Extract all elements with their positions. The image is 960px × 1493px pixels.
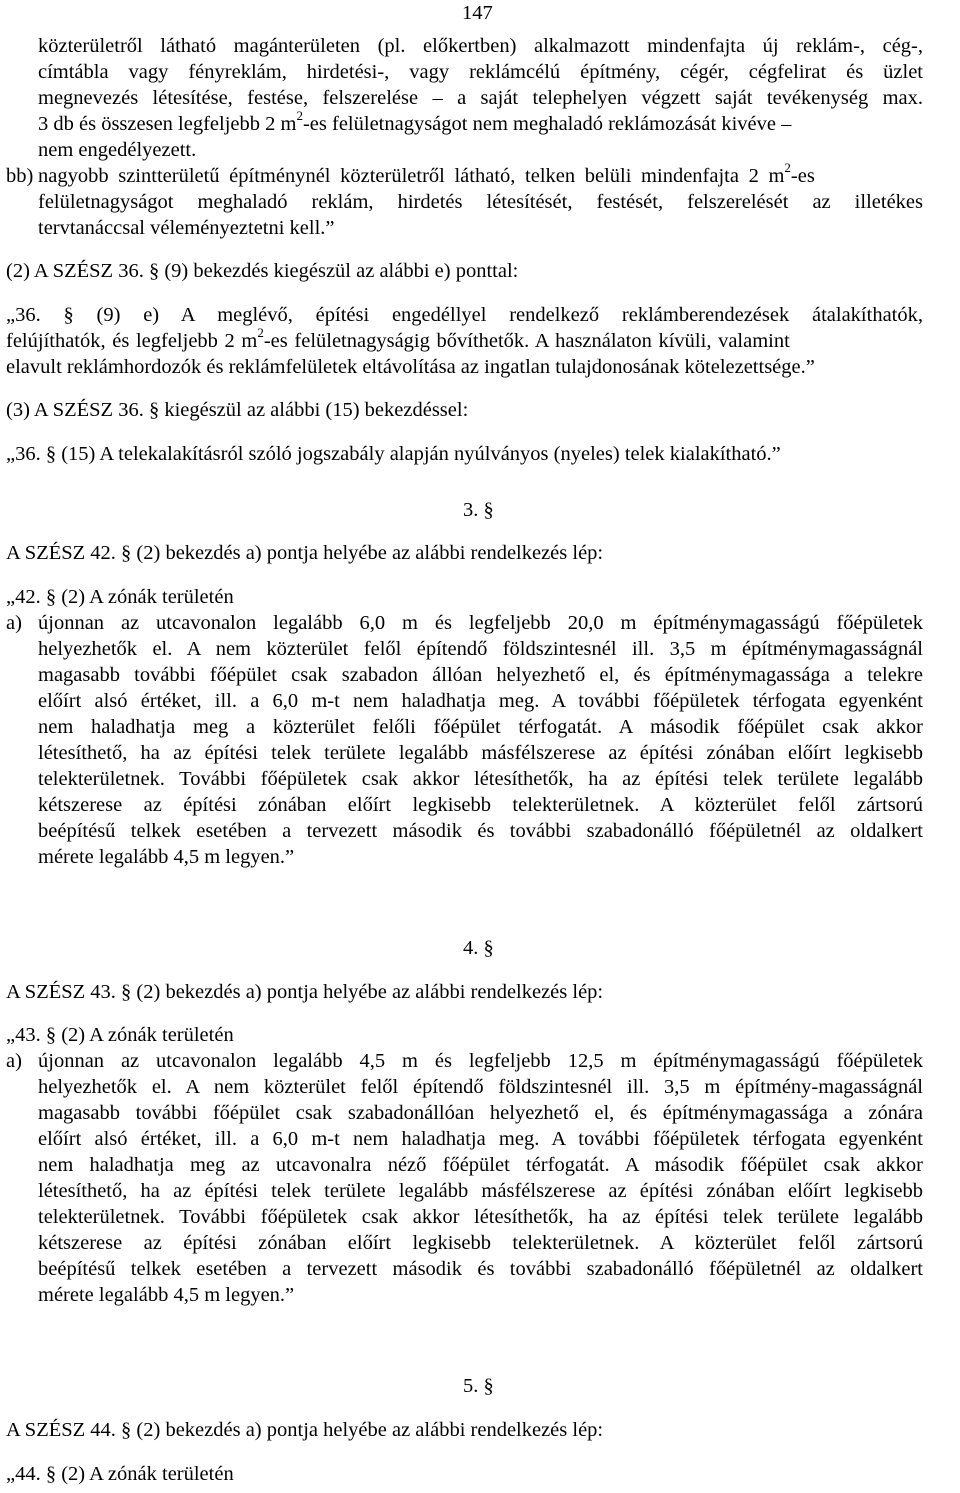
superscript: 2 xyxy=(257,325,264,341)
text-fragment: nagyobb szintterületű építménynél közterületről látható, telken belüli mindenfajta 2 m xyxy=(38,165,785,187)
text-line: helyezhetők el. A nem közterület felől építendő földszintesnél ill. 3,5 m építménymagasságnál xyxy=(38,638,923,660)
superscript: 2 xyxy=(784,160,791,176)
text-line: megnevezés létesítése, festése, felszerelése – a saját telephelyen végzett saját tevékenység max. xyxy=(38,87,923,109)
text-line: „36. § (9) e) A meglévő, építési engedéllyel rendelkező reklámberendezések átalakíthatók, xyxy=(6,304,923,326)
text-fragment: -es felületnagyságot nem meghaladó reklámozását kivéve – xyxy=(302,113,792,135)
text-line: felületnagyságot meghaladó reklám, hirdetés létesítését, festését, felszerelését az illetékes xyxy=(38,191,923,213)
list-label: a) xyxy=(6,1050,22,1072)
list-label: bb) xyxy=(6,165,34,187)
text-line: helyezhetők el. A nem közterület felől építendő földszintesnél ill. 3,5 m építmény-magasságnál xyxy=(38,1076,923,1098)
section-heading: 4. § xyxy=(463,937,494,959)
text-line: címtábla vagy fényreklám, hirdetési-, vagy reklámcélú építmény, cégér, cégfelirat és üzlet xyxy=(38,61,923,83)
text-line: magasabb további főépület csak szabadon állóan helyezhető el, és építménymagassága a telekre xyxy=(38,664,923,686)
text-fragment: 3 db és összesen legfeljebb 2 m xyxy=(38,113,297,135)
text-line: közterületről látható magánterületen (pl. előkertben) alkalmazott mindenfajta új reklám-, cég-, xyxy=(38,35,923,57)
text-line: létesíthető, ha az építési telek területe legalább másfélszerese az építési zónában előírt legkisebb xyxy=(38,1180,923,1202)
text-line: előírt alsó értéket, ill. a 6,0 m-t nem haladhatja meg. A további főépületek térfogata egyenként xyxy=(38,690,923,712)
quote-heading: „42. § (2) A zónák területén xyxy=(6,586,234,608)
text-line: létesíthető, ha az építési telek területe legalább másfélszerese az építési zónában előírt legkisebb xyxy=(38,742,923,764)
section-heading: 3. § xyxy=(463,499,494,521)
list-label: a) xyxy=(6,612,22,634)
paragraph: A SZÉSZ 43. § (2) bekezdés a) pontja helyébe az alábbi rendelkezés lép: xyxy=(6,981,604,1003)
quote-heading: „44. § (2) A zónák területén xyxy=(6,1463,234,1485)
text-line: elavult reklámhordozók és reklámfelületek eltávolítása az ingatlan tulajdonosának kötelezettsége.” xyxy=(6,356,815,378)
text-line: telekterületnek. További főépületek csak akkor létesíthetők, ha az építési telek területe legalább xyxy=(38,1206,923,1228)
text-line: újonnan az utcavonalon legalább 4,5 m és legfeljebb 12,5 m építménymagasságú főépületek xyxy=(38,1050,923,1072)
paragraph: A SZÉSZ 44. § (2) bekezdés a) pontja helyébe az alábbi rendelkezés lép: xyxy=(6,1419,604,1441)
quote-heading: „43. § (2) A zónák területén xyxy=(6,1024,234,1046)
text-line: előírt alsó értéket, ill. a 6,0 m-t nem haladhatja meg. A további főépületek térfogata egyenként xyxy=(38,1128,923,1150)
page-number: 147 xyxy=(462,2,493,24)
text-line: nem haladhatja meg a közterület felőli főépület térfogatát. A második főépület csak akkor xyxy=(38,716,923,738)
text-line: mérete legalább 4,5 m legyen.” xyxy=(38,846,295,868)
section-heading: 5. § xyxy=(463,1375,494,1397)
text-line: mérete legalább 4,5 m legyen.” xyxy=(38,1284,295,1306)
text-line xyxy=(6,325,923,354)
paragraph: A SZÉSZ 42. § (2) bekezdés a) pontja helyébe az alábbi rendelkezés lép: xyxy=(6,542,604,564)
text-line: tervtanáccsal véleményeztetni kell.” xyxy=(38,217,335,239)
text-fragment: -es xyxy=(790,165,815,187)
text-line: nem engedélyezett. xyxy=(38,139,197,161)
text-fragment: -es felületnagyságig bővíthetők. A használaton kívüli, valamint xyxy=(263,330,790,352)
paragraph: (3) A SZÉSZ 36. § kiegészül az alábbi (15) bekezdéssel: xyxy=(6,399,469,421)
text-line: kétszerese az építési zónában előírt legkisebb telekterületnek. A közterület felől zártsorú xyxy=(38,1232,923,1254)
text-line: kétszerese az építési zónában előírt legkisebb telekterületnek. A közterület felől zártsorú xyxy=(38,794,923,816)
text-line xyxy=(38,160,923,189)
text-fragment: felújíthatók, és legfeljebb 2 m xyxy=(6,330,258,352)
text-line: telekterületnek. További főépületek csak akkor létesíthetők, ha az építési telek területe legalább xyxy=(38,768,923,790)
text-line: magasabb további főépület csak szabadonállóan helyezhető el, és építménymagassága a zónára xyxy=(38,1102,923,1124)
superscript: 2 xyxy=(296,108,303,124)
text-line: nem haladhatja meg az utcavonalra néző főépület térfogatát. A második főépület csak akkor xyxy=(38,1154,923,1176)
text-line: újonnan az utcavonalon legalább 6,0 m és legfeljebb 20,0 m építménymagasságú főépületek xyxy=(38,612,923,634)
text-line: beépítésű telkek esetében a tervezett második és további szabadonálló főépületnél az oldalkert xyxy=(38,1258,923,1280)
text-line xyxy=(38,108,923,137)
text-line: beépítésű telkek esetében a tervezett második és további szabadonálló főépületnél az oldalkert xyxy=(38,820,923,842)
paragraph: (2) A SZÉSZ 36. § (9) bekezdés kiegészül az alábbi e) ponttal: xyxy=(6,260,519,282)
paragraph: „36. § (15) A telekalakításról szóló jogszabály alapján nyúlványos (nyeles) telek kialakítható.” xyxy=(6,443,781,465)
